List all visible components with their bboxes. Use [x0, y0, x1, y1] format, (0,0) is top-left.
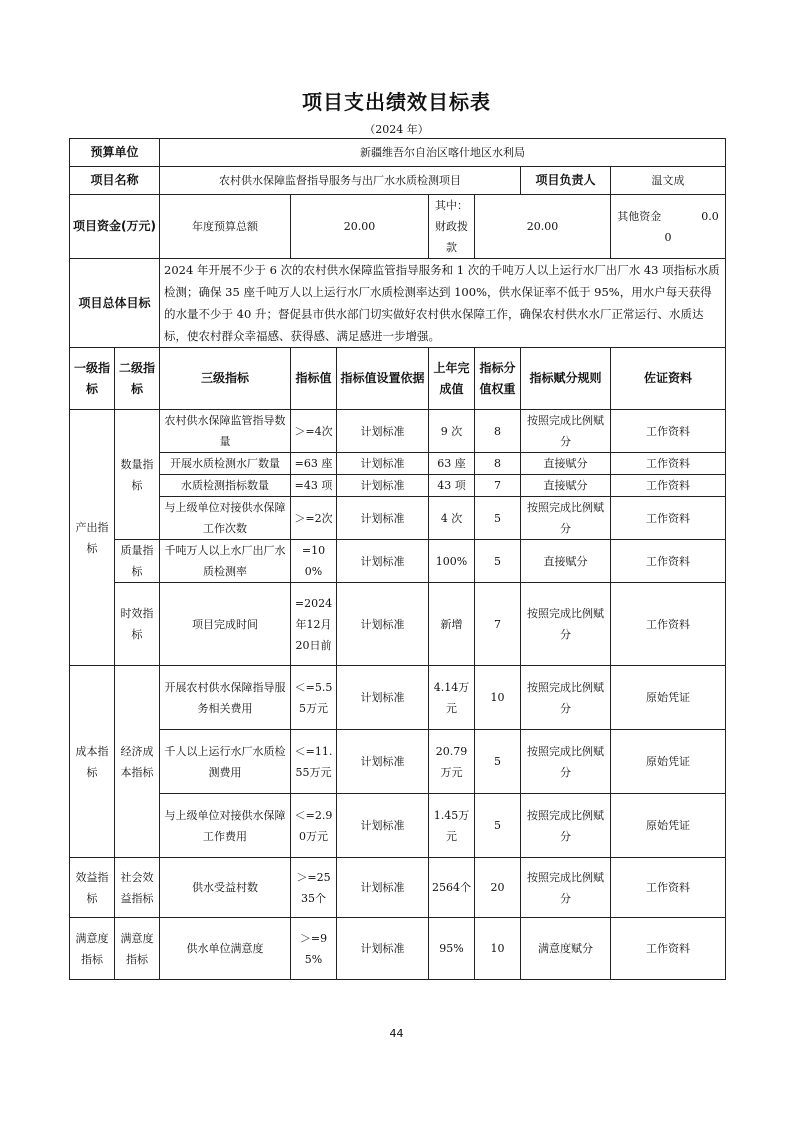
group-satisfaction: 满意度指标: [70, 918, 115, 980]
indicator-last: 20.79万元: [429, 730, 475, 794]
indicator-rule: 直接赋分: [521, 475, 611, 497]
header-rule: 指标赋分规则: [521, 348, 611, 410]
indicator-value: ＞=2次: [291, 497, 337, 540]
group-cost: 成本指标: [70, 666, 115, 858]
indicator-last: 1.45万元: [429, 794, 475, 858]
other-funds-value: 0.00: [664, 209, 719, 244]
group-satisfaction-sub: 满意度指标: [115, 918, 160, 980]
indicator-value: ＜=2.90万元: [291, 794, 337, 858]
indicator-rule: 按照完成比例赋分: [521, 730, 611, 794]
indicator-name: 项目完成时间: [160, 583, 291, 666]
indicator-evidence: 工作资料: [611, 453, 726, 475]
indicator-evidence: 工作资料: [611, 475, 726, 497]
group-output-quality: 质量指标: [115, 540, 160, 583]
indicator-basis: 计划标准: [337, 858, 429, 918]
indicator-rule: 按照完成比例赋分: [521, 794, 611, 858]
page-number: 44: [389, 1027, 404, 1040]
indicator-value: ＞=95%: [291, 918, 337, 980]
budget-unit-value: 新疆维吾尔自治区喀什地区水利局: [160, 139, 726, 167]
other-funds-label: 其他资金: [617, 209, 662, 223]
indicator-basis: 计划标准: [337, 730, 429, 794]
annual-budget-label: 年度预算总额: [160, 195, 291, 259]
project-name-row: [70, 167, 726, 195]
goal-label: 项目总体目标: [70, 259, 160, 348]
table-row: [70, 730, 726, 794]
header-level1: 一级指标: [70, 348, 115, 410]
header-value: 指标值: [291, 348, 337, 410]
indicator-basis: 计划标准: [337, 666, 429, 730]
table-row: [70, 497, 726, 540]
table-row: [70, 410, 726, 453]
table-row: [70, 475, 726, 497]
indicator-value: ＜=5.55万元: [291, 666, 337, 730]
indicator-value: =2024年12月20日前: [291, 583, 337, 666]
header-level3: 三级指标: [160, 348, 291, 410]
indicator-name: 千人以上运行水厂水质检测费用: [160, 730, 291, 794]
project-name-label: 项目名称: [70, 167, 160, 195]
indicator-basis: 计划标准: [337, 410, 429, 453]
indicator-evidence: 工作资料: [611, 858, 726, 918]
fiscal-label: 其中：财政拨款: [429, 195, 475, 259]
indicator-name: 千吨万人以上水厂出厂水质检测率: [160, 540, 291, 583]
indicator-basis: 计划标准: [337, 540, 429, 583]
funds-row: [70, 195, 726, 259]
indicator-last: 4 次: [429, 497, 475, 540]
indicator-basis: 计划标准: [337, 583, 429, 666]
indicator-weight: 8: [475, 453, 521, 475]
indicator-weight: 10: [475, 666, 521, 730]
header-evidence: 佐证资料: [611, 348, 726, 410]
indicator-weight: 7: [475, 475, 521, 497]
indicator-evidence: 工作资料: [611, 410, 726, 453]
owner-label: 项目负责人: [521, 167, 611, 195]
indicator-value: =43 项: [291, 475, 337, 497]
indicator-weight: 5: [475, 794, 521, 858]
indicator-name: 农村供水保障监管指导数量: [160, 410, 291, 453]
indicator-value: =100%: [291, 540, 337, 583]
indicator-evidence: 原始凭证: [611, 730, 726, 794]
table-row: [70, 583, 726, 666]
fiscal-value: 20.00: [475, 195, 611, 259]
owner-value: 温文成: [611, 167, 726, 195]
group-output-quantity: 数量指标: [115, 410, 160, 540]
project-name-value: 农村供水保障监督指导服务与出厂水水质检测项目: [160, 167, 521, 195]
indicator-value: ＜=11.55万元: [291, 730, 337, 794]
indicator-rule: 按照完成比例赋分: [521, 497, 611, 540]
indicator-rule: 按照完成比例赋分: [521, 583, 611, 666]
indicator-value: ＞=2535个: [291, 858, 337, 918]
indicator-name: 开展农村供水保障指导服务相关费用: [160, 666, 291, 730]
indicator-weight: 5: [475, 497, 521, 540]
indicator-name: 水质检测指标数量: [160, 475, 291, 497]
indicator-last: 9 次: [429, 410, 475, 453]
indicator-evidence: 原始凭证: [611, 794, 726, 858]
goal-text: 2024 年开展不少于 6 次的农村供水保障监管指导服务和 1 次的千吨万人以上运行水厂出厂水 43 项指标水质检测；确保 35 座千吨万人以上运行水厂水质检测率达到 100%，供水保证率不低于 95%，用水户每天获得的水量不少于 40 升；督促县市供水部门切实做好农村供水保障工作，确保农村供水水厂正常运行、水质达标，使农村群众幸福感、获得感、满足感进一步增强。: [160, 259, 726, 348]
table-row: [70, 794, 726, 858]
indicator-evidence: 工作资料: [611, 583, 726, 666]
indicator-header-row: [70, 348, 726, 410]
indicator-evidence: 原始凭证: [611, 666, 726, 730]
indicator-rule: 按照完成比例赋分: [521, 666, 611, 730]
table-row: [70, 858, 726, 918]
indicator-name: 供水单位满意度: [160, 918, 291, 980]
budget-unit-label: 预算单位: [70, 139, 160, 167]
header-basis: 指标值设置依据: [337, 348, 429, 410]
header-last-year: 上年完成值: [429, 348, 475, 410]
funds-label: 项目资金(万元): [70, 195, 160, 259]
indicator-evidence: 工作资料: [611, 540, 726, 583]
indicator-weight: 7: [475, 583, 521, 666]
indicator-rule: 直接赋分: [521, 540, 611, 583]
table-row: [70, 540, 726, 583]
indicator-evidence: 工作资料: [611, 918, 726, 980]
annual-budget-value: 20.00: [291, 195, 429, 259]
indicator-value: =63 座: [291, 453, 337, 475]
indicator-name: 供水受益村数: [160, 858, 291, 918]
header-level2: 二级指标: [115, 348, 160, 410]
indicator-name: 与上级单位对接供水保障工作费用: [160, 794, 291, 858]
indicator-basis: 计划标准: [337, 475, 429, 497]
indicator-rule: 直接赋分: [521, 453, 611, 475]
indicator-weight: 5: [475, 540, 521, 583]
group-benefit: 效益指标: [70, 858, 115, 918]
indicator-value: ＞=4次: [291, 410, 337, 453]
indicator-evidence: 工作资料: [611, 497, 726, 540]
indicator-basis: 计划标准: [337, 794, 429, 858]
indicator-weight: 8: [475, 410, 521, 453]
group-output-timeliness: 时效指标: [115, 583, 160, 666]
indicator-last: 100%: [429, 540, 475, 583]
other-funds-cell: [611, 195, 726, 259]
indicator-weight: 5: [475, 730, 521, 794]
indicator-name: 开展水质检测水厂数量: [160, 453, 291, 475]
indicator-rule: 满意度赋分: [521, 918, 611, 980]
group-benefit-social: 社会效益指标: [115, 858, 160, 918]
year-subtitle: （2024 年）: [364, 123, 429, 136]
indicator-basis: 计划标准: [337, 453, 429, 475]
indicator-rule: 按照完成比例赋分: [521, 858, 611, 918]
table-row: [70, 453, 726, 475]
indicator-basis: 计划标准: [337, 918, 429, 980]
indicator-last: 95%: [429, 918, 475, 980]
goal-row: [70, 259, 726, 348]
indicator-name: 与上级单位对接供水保障工作次数: [160, 497, 291, 540]
indicator-basis: 计划标准: [337, 497, 429, 540]
group-output: 产出指标: [70, 410, 115, 666]
table-row: [70, 666, 726, 730]
indicator-last: 4.14万元: [429, 666, 475, 730]
performance-table: [69, 138, 726, 980]
group-cost-economic: 经济成本指标: [115, 666, 160, 858]
indicator-weight: 10: [475, 918, 521, 980]
table-row: [70, 918, 726, 980]
indicator-last: 新增: [429, 583, 475, 666]
page-title: 项目支出绩效目标表: [302, 90, 491, 114]
indicator-last: 2564个: [429, 858, 475, 918]
indicator-weight: 20: [475, 858, 521, 918]
indicator-last: 43 项: [429, 475, 475, 497]
indicator-rule: 按照完成比例赋分: [521, 410, 611, 453]
indicator-last: 63 座: [429, 453, 475, 475]
header-weight: 指标分值权重: [475, 348, 521, 410]
budget-unit-row: [70, 139, 726, 167]
